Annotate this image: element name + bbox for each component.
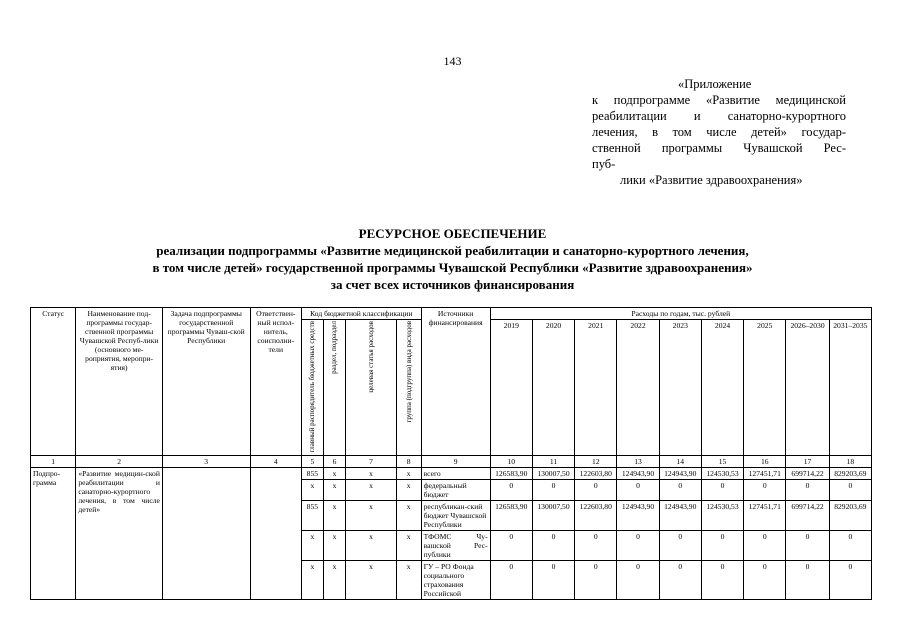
column-number: 11	[532, 456, 574, 468]
value-cell: 0	[744, 531, 786, 561]
value-cell: 0	[659, 561, 701, 600]
header-year: 2031–2035	[829, 320, 871, 456]
code-cell: 855	[302, 468, 324, 480]
appendix-line: пуб-	[592, 157, 616, 171]
header-year: 2023	[659, 320, 701, 456]
header-year: 2019	[490, 320, 532, 456]
code-cell: х	[396, 531, 421, 561]
value-cell: 0	[659, 480, 701, 501]
code-cell: х	[396, 501, 421, 531]
appendix-line: к подпрограмме «Развитие медицинской	[592, 93, 846, 107]
code-cell: х	[302, 531, 324, 561]
resource-table	[30, 307, 872, 600]
value-cell: 699714,22	[786, 468, 829, 480]
value-cell: 122603,80	[575, 501, 617, 531]
code-cell: х	[302, 561, 324, 600]
column-number: 13	[617, 456, 659, 468]
value-cell: 0	[786, 480, 829, 501]
value-cell: 0	[701, 531, 743, 561]
value-cell: 0	[617, 480, 659, 501]
value-cell: 0	[744, 480, 786, 501]
value-cell: 0	[701, 480, 743, 501]
source-cell: республикан-ский бюджет Чувашской Республики	[421, 501, 490, 531]
value-cell: 0	[532, 531, 574, 561]
header-code-sub	[346, 320, 396, 456]
header-responsible: Ответствен-ный испол-нитель, соисполни-тели	[250, 308, 302, 456]
code-cell: х	[346, 561, 396, 600]
document-title	[0, 225, 905, 293]
task-cell	[162, 468, 250, 600]
value-cell: 0	[744, 561, 786, 600]
header-code-sub	[302, 320, 324, 456]
value-cell: 130007,50	[532, 468, 574, 480]
code-cell: 855	[302, 501, 324, 531]
value-cell: 126583,90	[490, 468, 532, 480]
column-number: 4	[250, 456, 302, 468]
column-number: 9	[421, 456, 490, 468]
appendix-line: ственной программы Чувашской Рес-	[592, 141, 846, 155]
header-budget-code: Код бюджетной классификации	[302, 308, 422, 320]
header-year: 2024	[701, 320, 743, 456]
column-number-row	[31, 456, 872, 468]
source-cell: ГУ – РО Фонда социального страхования Российской	[421, 561, 490, 600]
code-cell: х	[302, 480, 324, 501]
header-sources: Источники финансирования	[421, 308, 490, 456]
code-cell: х	[396, 468, 421, 480]
code-cell: х	[346, 480, 396, 501]
value-cell: 124943,90	[659, 468, 701, 480]
value-cell: 0	[575, 480, 617, 501]
value-cell: 0	[575, 561, 617, 600]
appendix-note	[592, 76, 846, 188]
title-line: в том числе детей» государственной программы Чувашской Республики «Развитие здравоохранения»	[152, 260, 753, 275]
status-cell: Подпро-грамма	[31, 468, 76, 600]
code-cell: х	[323, 480, 346, 501]
appendix-line: лики «Развитие здравоохранения»	[620, 173, 803, 187]
value-cell: 124530,53	[701, 468, 743, 480]
header-year: 2020	[532, 320, 574, 456]
value-cell: 0	[490, 480, 532, 501]
value-cell: 0	[532, 480, 574, 501]
value-cell: 0	[829, 480, 871, 501]
column-number: 18	[829, 456, 871, 468]
header-name: Наименование под-программы государ-ственной программы Чувашской Респуб-лики (основного ме-роприятия, меропри-ятия)	[76, 308, 163, 456]
value-cell: 829203,69	[829, 468, 871, 480]
value-cell: 124943,90	[617, 468, 659, 480]
value-cell: 0	[786, 561, 829, 600]
header-year: 2021	[575, 320, 617, 456]
column-number: 8	[396, 456, 421, 468]
code-cell: х	[346, 501, 396, 531]
header-code-sub	[396, 320, 421, 456]
value-cell: 127451,71	[744, 468, 786, 480]
header-year: 2025	[744, 320, 786, 456]
value-cell: 829203,69	[829, 501, 871, 531]
code-cell: х	[396, 480, 421, 501]
code-cell: х	[346, 468, 396, 480]
header-expenses: Расходы по годам, тыс. рублей	[490, 308, 871, 320]
appendix-line: лечения, в том числе детей» государ-	[592, 125, 846, 139]
table-row	[31, 468, 872, 480]
program-name-cell: «Развитие медицин-ской реабилитации и санаторно-курортного лечения, в том числе детей»	[76, 468, 163, 600]
value-cell: 0	[617, 561, 659, 600]
value-cell: 124943,90	[617, 501, 659, 531]
column-number: 2	[76, 456, 163, 468]
source-cell: ТФОМС Чу-вашской Рес-публики	[421, 531, 490, 561]
column-number: 7	[346, 456, 396, 468]
code-cell: х	[346, 531, 396, 561]
value-cell: 0	[701, 561, 743, 600]
title-line: реализации подпрограммы «Развитие медицинской реабилитации и санаторно-курортного лечения,	[156, 243, 749, 258]
value-cell: 127451,71	[744, 501, 786, 531]
code-cell: х	[323, 561, 346, 600]
column-number: 1	[31, 456, 76, 468]
header-code-sub-text: целевая статья расходов	[367, 321, 376, 393]
column-number: 10	[490, 456, 532, 468]
header-code-sub-text: главный распорядитель бюджетных средств	[308, 321, 317, 453]
column-number: 17	[786, 456, 829, 468]
header-code-sub	[323, 320, 346, 456]
value-cell: 0	[490, 561, 532, 600]
appendix-line: «Приложение	[678, 77, 752, 91]
value-cell: 0	[490, 531, 532, 561]
code-cell: х	[396, 561, 421, 600]
value-cell: 126583,90	[490, 501, 532, 531]
value-cell: 0	[829, 561, 871, 600]
value-cell: 0	[575, 531, 617, 561]
header-year: 2026–2030	[786, 320, 829, 456]
code-cell: х	[323, 501, 346, 531]
value-cell: 699714,22	[786, 501, 829, 531]
header-task: Задача подпрограммы государственной программы Чуваш-ской Республики	[162, 308, 250, 456]
value-cell: 0	[532, 561, 574, 600]
value-cell: 0	[829, 531, 871, 561]
source-cell: федеральный бюджет	[421, 480, 490, 501]
header-status: Статус	[31, 308, 76, 456]
value-cell: 122603,80	[575, 468, 617, 480]
value-cell: 124530,53	[701, 501, 743, 531]
code-cell: х	[323, 531, 346, 561]
value-cell: 124943,90	[659, 501, 701, 531]
code-cell: х	[323, 468, 346, 480]
appendix-line: реабилитации и санаторно-курортного	[592, 109, 846, 123]
value-cell: 0	[786, 531, 829, 561]
header-code-sub-text: группа (подгруппа) вида расходов	[404, 321, 413, 423]
value-cell: 0	[617, 531, 659, 561]
title-line: РЕСУРСНОЕ ОБЕСПЕЧЕНИЕ	[358, 226, 547, 241]
column-number: 15	[701, 456, 743, 468]
title-line: за счет всех источников финансирования	[330, 277, 575, 292]
column-number: 12	[575, 456, 617, 468]
column-number: 3	[162, 456, 250, 468]
value-cell: 130007,50	[532, 501, 574, 531]
source-cell: всего	[421, 468, 490, 480]
responsible-cell	[250, 468, 302, 600]
column-number: 14	[659, 456, 701, 468]
value-cell: 0	[659, 531, 701, 561]
column-number: 6	[323, 456, 346, 468]
column-number: 5	[302, 456, 324, 468]
header-year: 2022	[617, 320, 659, 456]
page-number: 143	[443, 54, 462, 68]
header-code-sub-text: раздел, подраздел	[330, 321, 339, 374]
column-number: 16	[744, 456, 786, 468]
